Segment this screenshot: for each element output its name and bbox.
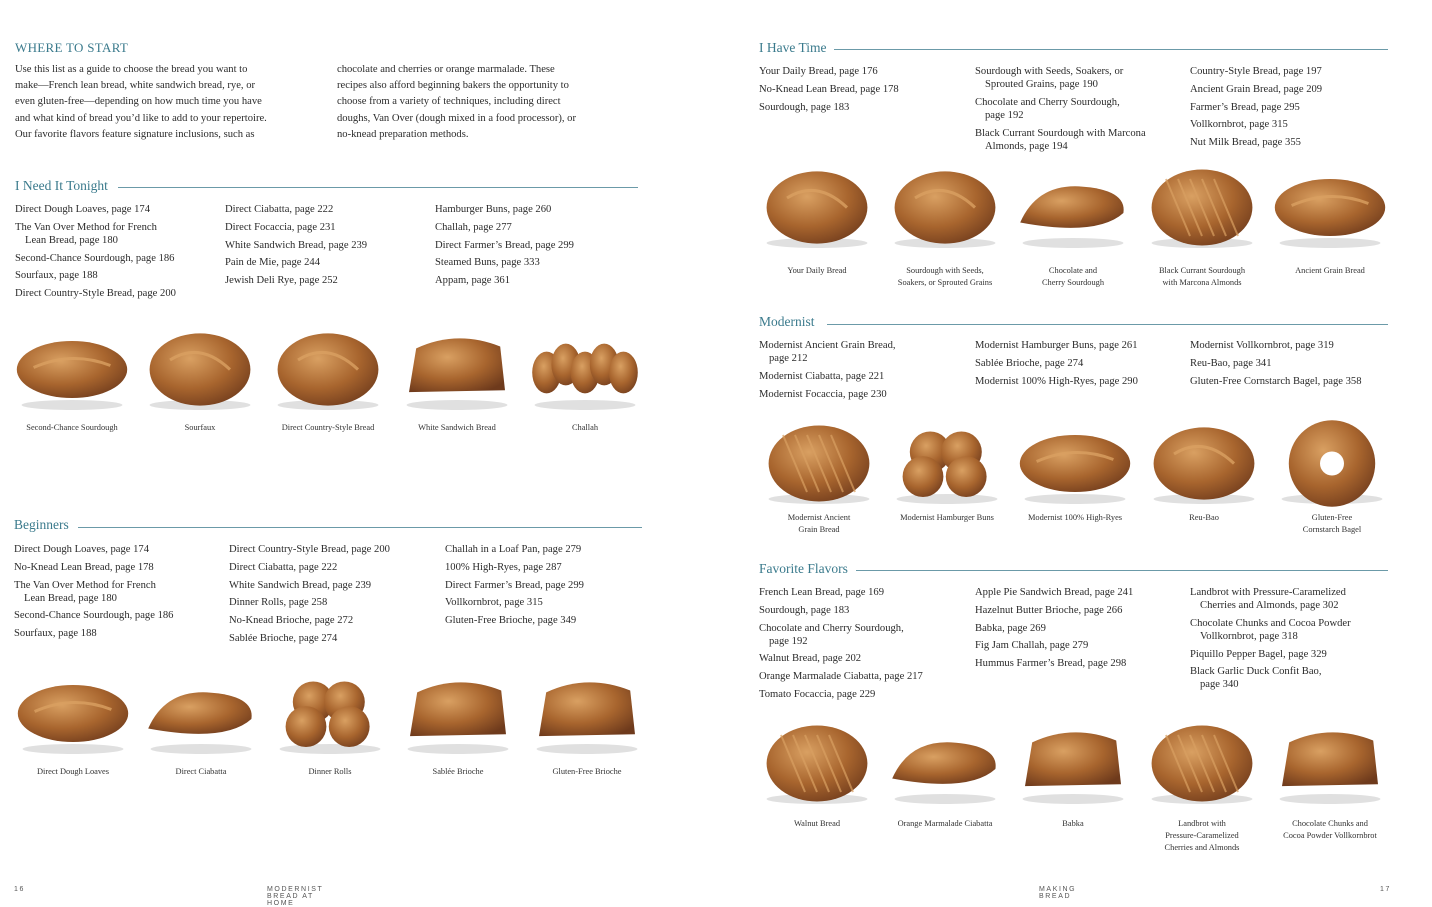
caption-line: Modernist 100% High-Ryes [1027, 513, 1123, 522]
have-time-bread-illustration [1142, 156, 1262, 251]
beginners-bread-illustration [398, 662, 518, 757]
modernist-photo [887, 412, 1007, 507]
recipe-entry-line: Sourfaux, page 188 [14, 628, 97, 640]
caption-line: Babka [1062, 819, 1084, 828]
recipe-entry-line: Orange Marmalade Ciabatta, page 217 [759, 671, 923, 683]
flavors-bread-illustration [1270, 712, 1390, 807]
recipe-entry [759, 370, 969, 383]
recipe-entry-line: Direct Focaccia, page 231 [225, 221, 336, 233]
tonight-photo [268, 318, 388, 413]
modernist-bread-illustration [759, 412, 879, 507]
caption-line: Cornstarch Bagel [1302, 525, 1362, 534]
left-page-number: 16 [14, 886, 25, 893]
caption-line: Direct Dough Loaves [36, 767, 110, 776]
beginners-photo [13, 662, 133, 757]
recipe-entry-line: White Sandwich Bread, page 239 [225, 239, 368, 251]
recipe-entry-line: No-Knead Brioche, page 272 [229, 615, 354, 627]
recipe-entry [435, 239, 640, 252]
beginners-bread-illustration [13, 662, 133, 757]
where-to-start-intro-col1 [15, 62, 320, 143]
caption-line: Black Currant Sourdough [1158, 266, 1246, 275]
recipe-entry-continuation: Cherries and Almonds, page 302 [1200, 600, 1339, 611]
recipe-entry-line: Direct Dough Loaves, page 174 [15, 204, 151, 215]
recipe-entry-line: Vollkornbrot, page 315 [1190, 119, 1288, 131]
modernist-rule [827, 324, 1388, 325]
tonight-list-col2 [225, 203, 430, 292]
intro-line: choose from a variety of techniques, including direct [337, 96, 561, 108]
beginners-photo [527, 662, 647, 757]
caption-line: with Marcona Almonds [1162, 278, 1242, 287]
recipe-entry-line: Steamed Buns, page 333 [435, 257, 540, 269]
recipe-entry-continuation: Lean Bread, page 180 [24, 592, 117, 604]
beginners-photo [398, 662, 518, 757]
recipe-entry-line: Direct Country-Style Bread, page 200 [229, 544, 390, 555]
intro-line: and what kind of bread you’d like to add to your repertoire. [15, 112, 267, 124]
recipe-entry-continuation: page 192 [769, 635, 808, 647]
recipe-entry [1190, 101, 1400, 114]
left-running-title: MODERNIST BREAD AT HOME [267, 886, 324, 907]
caption-line: Gluten-Free Brioche [552, 767, 622, 776]
recipe-entry [15, 203, 220, 216]
flavors-bread-illustration [757, 712, 877, 807]
recipe-entry-line: Direct Ciabatta, page 222 [229, 561, 338, 573]
recipe-entry [1190, 65, 1400, 78]
tonight-rule [118, 187, 638, 188]
recipe-entry-line: Modernist Ciabatta, page 221 [759, 370, 885, 382]
recipe-entry [1190, 136, 1400, 149]
recipe-entry-continuation: page 340 [1200, 679, 1239, 691]
recipe-entry [445, 579, 655, 592]
intro-line: recipes also afford beginning bakers the opportunity to [337, 80, 569, 92]
recipe-entry-line: Black Currant Sourdough with Marcona [975, 127, 1146, 139]
recipe-entry [14, 609, 224, 622]
recipe-entry-line: Country-Style Bread, page 197 [1190, 66, 1322, 77]
have-time-photo [1013, 156, 1133, 251]
recipe-entry [975, 622, 1185, 635]
recipe-entry [14, 543, 224, 556]
recipe-entry [225, 256, 430, 269]
recipe-entry [225, 221, 430, 234]
caption-line: Gluten-Free [1311, 513, 1353, 522]
have-time-photo [1142, 156, 1262, 251]
recipe-entry [445, 543, 655, 556]
recipe-entry [759, 652, 969, 665]
recipe-entry [1190, 648, 1400, 661]
have-time-bread-illustration [1270, 156, 1390, 251]
recipe-entry-line: Jewish Deli Rye, page 252 [225, 275, 338, 287]
recipe-entry [229, 543, 439, 556]
tonight-photo [397, 318, 517, 413]
flavors-list-col1 [759, 586, 969, 706]
flavors-list-col2 [975, 586, 1185, 675]
caption-line: Pressure-Caramelized [1165, 831, 1239, 840]
recipe-entry-line: Farmer’s Bread, page 295 [1190, 101, 1300, 113]
caption-line: Your Daily Bread [787, 266, 847, 275]
recipe-entry [435, 256, 640, 269]
tonight-bread-illustration [525, 318, 645, 413]
caption-line: Cocoa Powder Vollkornbrot [1283, 831, 1377, 840]
modernist-list-col3 [1190, 339, 1400, 392]
recipe-entry [229, 561, 439, 574]
right-page-number: 17 [1380, 886, 1391, 893]
recipe-entry [15, 269, 220, 282]
caption-line: Sablée Brioche [432, 767, 484, 776]
modernist-list-col2 [975, 339, 1185, 392]
recipe-entry [229, 596, 439, 609]
recipe-entry-continuation: page 212 [769, 353, 808, 364]
caption-line: Grain Bread [798, 525, 840, 534]
caption-line: White Sandwich Bread [418, 423, 496, 432]
caption-line: Modernist Hamburger Buns [900, 513, 994, 522]
caption-line: Sourdough with Seeds, [906, 266, 984, 275]
recipe-entry [759, 604, 969, 617]
recipe-entry-line: White Sandwich Bread, page 239 [229, 579, 372, 591]
recipe-entry-continuation: Vollkornbrot, page 318 [1200, 630, 1298, 642]
recipe-entry-line: Chocolate and Cherry Sourdough, [975, 96, 1120, 108]
recipe-entry [15, 287, 220, 300]
recipe-entry-line: Sablée Brioche, page 274 [229, 632, 338, 644]
beginners-photo [270, 662, 390, 757]
tonight-title: I Need It Tonight [15, 178, 108, 193]
intro-line: Our favorite flavors feature signature inclusions, such as [15, 128, 255, 140]
have-time-bread-illustration [757, 156, 877, 251]
recipe-entry [975, 586, 1185, 599]
flavors-bread-illustration [885, 712, 1005, 807]
recipe-entry-line: Direct Ciabatta, page 222 [225, 204, 334, 215]
tonight-bread-illustration [12, 318, 132, 413]
recipe-entry [1190, 118, 1400, 131]
have-time-caption [1250, 265, 1410, 277]
recipe-entry [229, 632, 439, 645]
recipe-entry-line: Sourdough, page 183 [759, 604, 850, 616]
caption-line: Landbrot with [1178, 819, 1226, 828]
recipe-entry-line: No-Knead Lean Bread, page 178 [14, 561, 154, 573]
modernist-photo [1144, 412, 1264, 507]
caption-line: Chocolate Chunks and [1292, 819, 1368, 828]
beginners-caption [507, 766, 667, 778]
recipe-entry [975, 375, 1185, 388]
have-time-list-col3 [1190, 65, 1400, 154]
recipe-entry [435, 221, 640, 234]
recipe-entry-line: Direct Farmer’s Bread, page 299 [435, 239, 574, 251]
have-time-bread-illustration [885, 156, 1005, 251]
tonight-bread-illustration [268, 318, 388, 413]
modernist-bread-illustration [1015, 412, 1135, 507]
have-time-bread-illustration [1013, 156, 1133, 251]
recipe-entry [15, 221, 220, 247]
tonight-list-col3 [435, 203, 640, 292]
have-time-photo [1270, 156, 1390, 251]
caption-line: Sourfaux [184, 423, 216, 432]
intro-line: no-knead preparation methods. [337, 128, 469, 140]
recipe-entry-line: Chocolate and Cherry Sourdough, [759, 622, 904, 634]
recipe-entry [975, 127, 1185, 153]
recipe-entry [1190, 375, 1400, 388]
recipe-entry [975, 339, 1185, 352]
intro-line: doughs, Van Over (dough mixed in a food processor), or [337, 112, 576, 124]
modernist-caption [1252, 512, 1412, 536]
recipe-entry-line: Direct Farmer’s Bread, page 299 [445, 579, 584, 591]
flavors-photo [1142, 712, 1262, 807]
recipe-entry-line: Sourdough with Seeds, Soakers, or [975, 66, 1124, 77]
tonight-list-col1 [15, 203, 220, 305]
recipe-entry [759, 339, 969, 365]
recipe-entry-line: Your Daily Bread, page 176 [759, 66, 878, 77]
recipe-entry [759, 65, 969, 78]
recipe-entry-line: Landbrot with Pressure-Caramelized [1190, 587, 1346, 598]
caption-line: Dinner Rolls [308, 767, 352, 776]
recipe-entry-continuation: Lean Bread, page 180 [25, 234, 118, 246]
recipe-entry [759, 586, 969, 599]
flavors-rule [856, 570, 1388, 571]
recipe-entry [445, 614, 655, 627]
intro-line: even gluten-free—depending on how much time you have [15, 96, 262, 108]
recipe-entry-line: Modernist Ancient Grain Bread, [759, 340, 896, 351]
recipe-entry-line: Gluten-Free Cornstarch Bagel, page 358 [1190, 375, 1362, 387]
recipe-entry-line: Sablée Brioche, page 274 [975, 357, 1084, 369]
flavors-caption [1250, 818, 1410, 842]
recipe-entry-line: 100% High-Ryes, page 287 [445, 561, 562, 573]
modernist-photo [1272, 412, 1392, 507]
recipe-entry-line: Walnut Bread, page 202 [759, 653, 862, 665]
beginners-bread-illustration [270, 662, 390, 757]
recipe-entry [759, 688, 969, 701]
recipe-entry [225, 203, 430, 216]
recipe-entry-line: Appam, page 361 [435, 275, 511, 287]
recipe-entry [15, 252, 220, 265]
where-to-start-intro-col2 [337, 62, 637, 143]
recipe-entry [1190, 357, 1400, 370]
caption-line: Second-Chance Sourdough [26, 423, 118, 432]
recipe-entry-continuation: Almonds, page 194 [985, 140, 1068, 152]
recipe-entry-line: No-Knead Lean Bread, page 178 [759, 83, 899, 95]
recipe-entry-line: Sourfaux, page 188 [15, 270, 98, 282]
caption-line: Direct Ciabatta [175, 767, 227, 776]
beginners-bread-illustration [527, 662, 647, 757]
recipe-entry-line: Gluten-Free Brioche, page 349 [445, 615, 577, 627]
recipe-entry-line: Piquillo Pepper Bagel, page 329 [1190, 648, 1327, 660]
have-time-title: I Have Time [759, 40, 827, 55]
intro-line: chocolate and cherries or orange marmalade. These [337, 64, 555, 75]
have-time-list-col2 [975, 65, 1185, 157]
flavors-list-col3 [1190, 586, 1400, 696]
beginners-photo [141, 662, 261, 757]
recipe-entry [1190, 665, 1400, 691]
recipe-entry [975, 96, 1185, 122]
recipe-entry-line: Modernist Hamburger Buns, page 261 [975, 340, 1138, 351]
modernist-list-col1 [759, 339, 969, 405]
caption-line: Challah [571, 423, 599, 432]
recipe-entry-line: Reu-Bao, page 341 [1190, 357, 1272, 369]
modernist-photo [759, 412, 879, 507]
intro-line: Use this list as a guide to choose the bread you want to [15, 64, 248, 75]
flavors-photo [757, 712, 877, 807]
recipe-entry-line: Hazelnut Butter Brioche, page 266 [975, 604, 1123, 616]
recipe-entry [445, 596, 655, 609]
modernist-title: Modernist [759, 314, 815, 329]
recipe-entry-line: French Lean Bread, page 169 [759, 587, 885, 598]
flavors-photo [1270, 712, 1390, 807]
recipe-entry-line: Second-Chance Sourdough, page 186 [14, 610, 174, 622]
have-time-list-col1 [759, 65, 969, 118]
recipe-entry-line: Modernist 100% High-Ryes, page 290 [975, 375, 1138, 387]
beginners-title: Beginners [14, 517, 69, 532]
recipe-entry-line: Direct Country-Style Bread, page 200 [15, 288, 176, 300]
recipe-entry-line: Hamburger Buns, page 260 [435, 204, 552, 215]
recipe-entry-line: Modernist Focaccia, page 230 [759, 388, 887, 400]
recipe-entry-line: Sourdough, page 183 [759, 101, 850, 113]
recipe-entry [1190, 586, 1400, 612]
recipe-entry [975, 357, 1185, 370]
recipe-entry [759, 622, 969, 648]
flavors-photo [885, 712, 1005, 807]
beginners-list-col2 [229, 543, 439, 650]
recipe-entry [759, 670, 969, 683]
modernist-photo [1015, 412, 1135, 507]
flavors-title: Favorite Flavors [759, 561, 848, 576]
have-time-photo [885, 156, 1005, 251]
recipe-entry-line: Pain de Mie, page 244 [225, 257, 321, 269]
where-to-start-title: WHERE TO START [15, 40, 129, 55]
recipe-entry-line: Apple Pie Sandwich Bread, page 241 [975, 587, 1134, 598]
tonight-photo [525, 318, 645, 413]
modernist-bread-illustration [887, 412, 1007, 507]
modernist-bread-illustration [1272, 412, 1392, 507]
recipe-entry [1190, 617, 1400, 643]
caption-line: Modernist Ancient [787, 513, 851, 522]
recipe-entry-line: Hummus Farmer’s Bread, page 298 [975, 658, 1127, 670]
recipe-entry-line: Vollkornbrot, page 315 [445, 597, 543, 609]
recipe-entry-line: Second-Chance Sourdough, page 186 [15, 252, 175, 264]
beginners-rule [78, 527, 642, 528]
beginners-list-col3 [445, 543, 655, 632]
recipe-entry [975, 604, 1185, 617]
recipe-entry-line: Fig Jam Challah, page 279 [975, 640, 1089, 652]
recipe-entry-continuation: Sprouted Grains, page 190 [985, 79, 1098, 90]
recipe-entry-line: Babka, page 269 [975, 622, 1046, 634]
recipe-entry [225, 274, 430, 287]
intro-line: make—French lean bread, white sandwich bread, rye, or [15, 80, 256, 92]
modernist-bread-illustration [1144, 412, 1264, 507]
recipe-entry [759, 83, 969, 96]
recipe-entry-line: The Van Over Method for French [14, 579, 156, 591]
recipe-entry [435, 274, 640, 287]
recipe-entry [14, 579, 224, 605]
have-time-photo [757, 156, 877, 251]
tonight-photo [140, 318, 260, 413]
recipe-entry-line: Modernist Vollkornbrot, page 319 [1190, 340, 1334, 351]
recipe-entry-line: Dinner Rolls, page 258 [229, 597, 328, 609]
tonight-caption [505, 422, 665, 434]
right-running-title: MAKING BREAD [1039, 886, 1077, 900]
recipe-entry-line: Nut Milk Bread, page 355 [1190, 137, 1301, 149]
recipe-entry-continuation: page 192 [985, 109, 1024, 121]
tonight-photo [12, 318, 132, 413]
caption-line: Direct Country-Style Bread [281, 423, 375, 432]
recipe-entry-line: The Van Over Method for French [15, 221, 157, 233]
recipe-entry-line: Black Garlic Duck Confit Bao, [1190, 666, 1322, 678]
have-time-rule [834, 49, 1388, 50]
recipe-entry [759, 388, 969, 401]
recipe-entry [975, 65, 1185, 91]
recipe-entry-line: Direct Dough Loaves, page 174 [14, 544, 150, 555]
recipe-entry-line: Chocolate Chunks and Cocoa Powder [1190, 617, 1351, 629]
caption-line: Orange Marmalade Ciabatta [897, 819, 993, 828]
recipe-entry [14, 627, 224, 640]
flavors-bread-illustration [1013, 712, 1133, 807]
beginners-bread-illustration [141, 662, 261, 757]
recipe-entry-line: Challah, page 277 [435, 221, 512, 233]
recipe-entry [229, 579, 439, 592]
recipe-entry [975, 657, 1185, 670]
recipe-entry [1190, 83, 1400, 96]
recipe-entry [229, 614, 439, 627]
recipe-entry [975, 639, 1185, 652]
caption-line: Walnut Bread [793, 819, 841, 828]
recipe-entry-line: Tomato Focaccia, page 229 [759, 688, 876, 700]
recipe-entry [1190, 339, 1400, 352]
recipe-entry [14, 561, 224, 574]
beginners-list-col1 [14, 543, 224, 645]
recipe-entry-line: Challah in a Loaf Pan, page 279 [445, 544, 582, 555]
tonight-bread-illustration [397, 318, 517, 413]
caption-line: Reu-Bao [1189, 513, 1219, 522]
recipe-entry [445, 561, 655, 574]
caption-line: Ancient Grain Bread [1295, 266, 1365, 275]
tonight-bread-illustration [140, 318, 260, 413]
recipe-entry [759, 101, 969, 114]
recipe-entry [435, 203, 640, 216]
caption-line: Cherries and Almonds [1164, 843, 1240, 852]
caption-line: Soakers, or Sprouted Grains [897, 278, 993, 287]
caption-line: Cherry Sourdough [1041, 278, 1105, 287]
recipe-entry [225, 239, 430, 252]
caption-line: Chocolate and [1048, 266, 1098, 275]
recipe-entry-line: Ancient Grain Bread, page 209 [1190, 83, 1323, 95]
flavors-bread-illustration [1142, 712, 1262, 807]
flavors-photo [1013, 712, 1133, 807]
